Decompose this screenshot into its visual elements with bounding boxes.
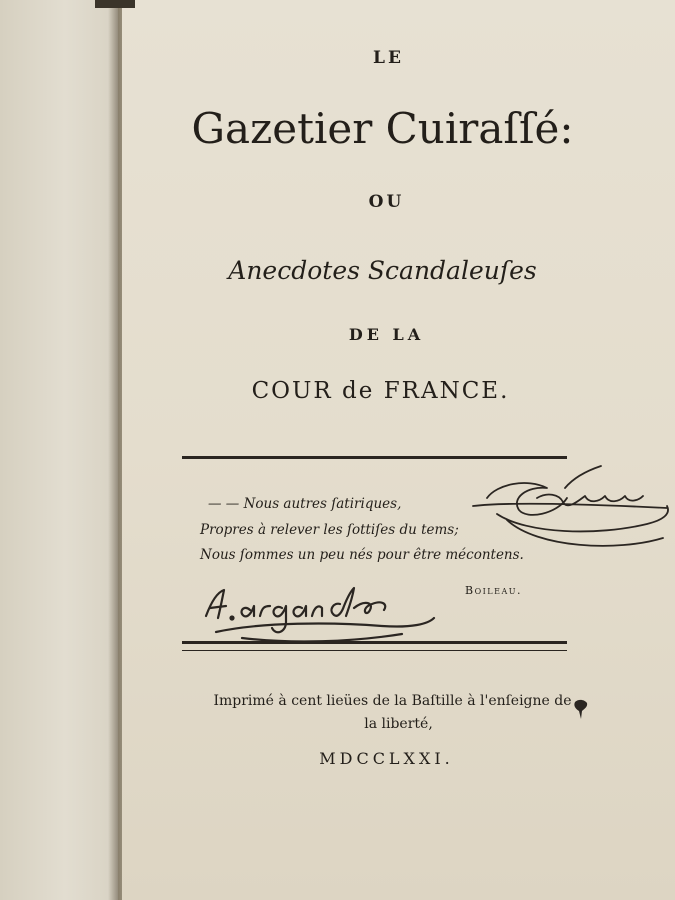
- ink-stain: [572, 697, 590, 721]
- bottom-rule: [182, 641, 567, 644]
- handwritten-signature: [202, 578, 482, 658]
- preposition-de-la: DE LA: [348, 325, 425, 344]
- epigraph-line-2: Propres à relever les ſottiſes du tems;: [200, 522, 459, 538]
- title-page-content: [122, 0, 675, 900]
- imprint-line-1: Imprimé à cent lieües de la Baſtille à l'enſeigne de: [213, 693, 572, 709]
- subtitle: Anecdotes Scandaleuſes: [228, 256, 537, 285]
- publication-date: MDCCLXXI.: [319, 749, 454, 768]
- manuscript-flourish: [467, 458, 675, 558]
- epigraph-line-3: Nous ſommes un peu nés pour être mécontens.: [200, 547, 524, 563]
- imprint-line-2: la liberté,: [364, 716, 433, 732]
- left-blank-page: [0, 0, 118, 900]
- cour-de-france: COUR de FRANCE.: [251, 378, 510, 404]
- epigraph-author: Boileau.: [465, 584, 522, 597]
- epigraph-line-1: — — Nous autres ſatiriques,: [208, 496, 402, 512]
- article-le: LE: [373, 48, 404, 68]
- main-title: Gazetier Cuiraſſé:: [191, 104, 574, 153]
- bottom-rule-thin: [182, 650, 567, 651]
- conjunction-ou: OU: [368, 192, 405, 212]
